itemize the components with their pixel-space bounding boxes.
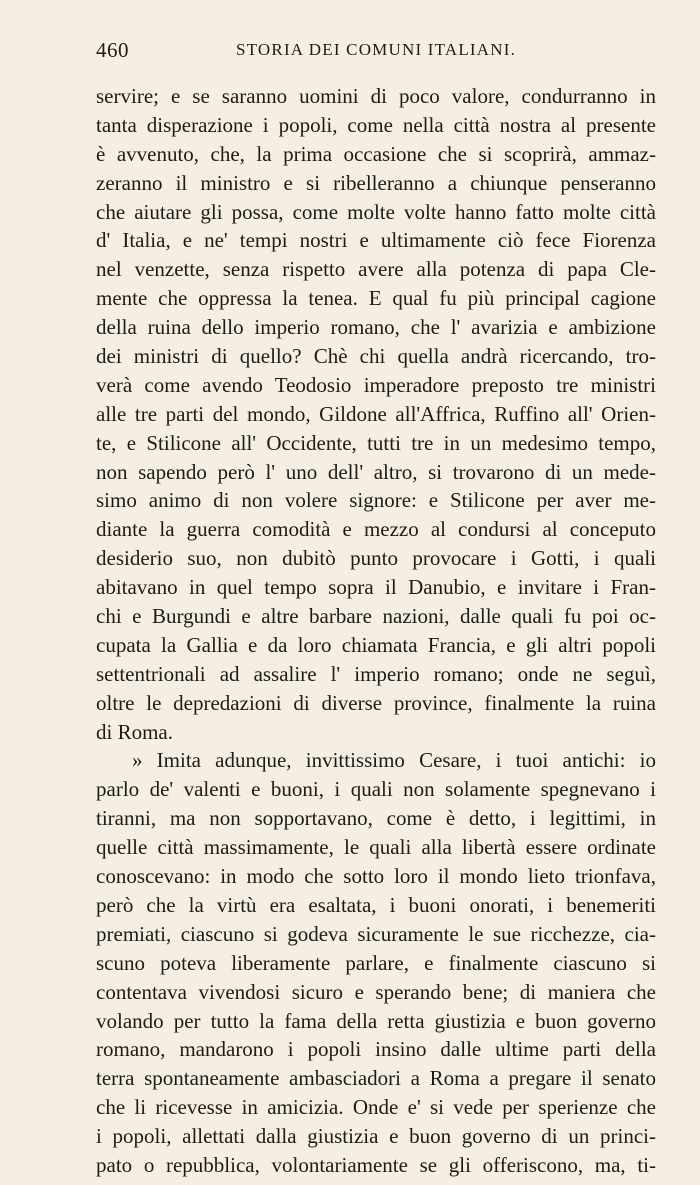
text-line: i popoli, allettati dalla giustizia e buon governo di un princi- — [96, 1124, 656, 1149]
text-line: nel venzette, senza rispetto avere alla potenza di papa Cle- — [96, 257, 656, 282]
text-line: non sapendo però l' uno dell' altro, si trovarono di un mede- — [96, 459, 656, 484]
text-line: conoscevano: in modo che sotto loro il mondo lieto trionfava, — [96, 864, 656, 889]
text-line: romano, mandarono i popoli insino dalle ultime parti della — [96, 1037, 656, 1062]
text-line: abitavano in quel tempo sopra il Danubio, e invitare i Fran- — [96, 575, 656, 600]
text-line: tiranni, ma non sopportavano, come è detto, i legittimi, in — [96, 806, 656, 831]
text-line: settentrionali ad assalire l' imperio romano; onde ne seguì, — [96, 661, 656, 686]
text-line: oltre le depredazioni di diverse province, finalmente la ruina — [96, 690, 656, 715]
text-line: che li ricevesse in amicizia. Onde e' si vede per sperienze che — [96, 1095, 656, 1120]
text-line: d' Italia, e ne' tempi nostri e ultimamente ciò fece Fiorenza — [96, 228, 656, 253]
page-number: 460 — [96, 38, 129, 62]
body-text — [96, 82, 656, 1180]
text-line: » Imita adunque, invittissimo Cesare, i tuoi antichi: io — [132, 748, 656, 773]
text-line: alle tre parti del mondo, Gildone all'Affrica, Ruffino all' Orien- — [96, 401, 656, 426]
text-line: della ruina dello imperio romano, che l' avarizia e ambizione — [96, 315, 656, 340]
text-line: chi e Burgundi e altre barbare nazioni, dalle quali fu poi oc- — [96, 604, 656, 629]
text-line: mente che oppressa la tenea. E qual fu più principal cagione — [96, 286, 656, 311]
text-line: cupata la Gallia e da loro chiamata Francia, e gli altri popoli — [96, 632, 656, 657]
text-line: diante la guerra comodità e mezzo al condursi al conceputo — [96, 517, 656, 542]
text-line: pato o repubblica, volontariamente se gli offeriscono, ma, ti- — [96, 1152, 656, 1177]
text-line: che aiutare gli possa, come molte volte hanno fatto molte città — [96, 199, 656, 224]
text-line: scuno poteva liberamente parlare, e finalmente ciascuno si — [96, 950, 656, 975]
text-line: simo animo di non volere signore: e Stilicone per aver me- — [96, 488, 656, 513]
text-line: però che la virtù era esaltata, i buoni onorati, i benemeriti — [96, 892, 656, 917]
text-line: premiati, ciascuno si godeva sicuramente le sue ricchezze, cia- — [96, 921, 656, 946]
text-line: di Roma. — [96, 719, 173, 744]
text-line: quelle città massimamente, le quali alla libertà essere ordinate — [96, 835, 656, 860]
text-line: te, e Stilicone all' Occidente, tutti tre in un medesimo tempo, — [96, 430, 656, 455]
running-title: STORIA DEI COMUNI ITALIANI. — [236, 40, 517, 59]
text-line: contentava vivendosi sicuro e sperando bene; di maniera che — [96, 979, 656, 1004]
text-line: tanta disperazione i popoli, come nella città nostra al presente — [96, 112, 656, 137]
text-line: verà come avendo Teodosio imperadore preposto tre ministri — [96, 372, 656, 397]
text-line: volando per tutto la fama della retta giustizia e buon governo — [96, 1008, 656, 1033]
text-line: parlo de' valenti e buoni, i quali non solamente spegnevano i — [96, 777, 656, 802]
text-line: dei ministri di quello? Chè chi quella andrà ricercando, tro- — [96, 344, 656, 369]
text-line: terra spontaneamente ambasciadori a Roma a pregare il senato — [96, 1066, 656, 1091]
text-line: desiderio suo, non dubitò punto provocare i Gotti, i quali — [96, 546, 656, 571]
text-line: è avvenuto, che, la prima occasione che si scoprirà, ammaz- — [96, 141, 656, 166]
text-line: servire; e se saranno uomini di poco valore, condurranno in — [96, 84, 656, 108]
text-line: zeranno il ministro e si ribelleranno a chiunque penseranno — [96, 170, 656, 195]
running-head — [96, 38, 644, 68]
